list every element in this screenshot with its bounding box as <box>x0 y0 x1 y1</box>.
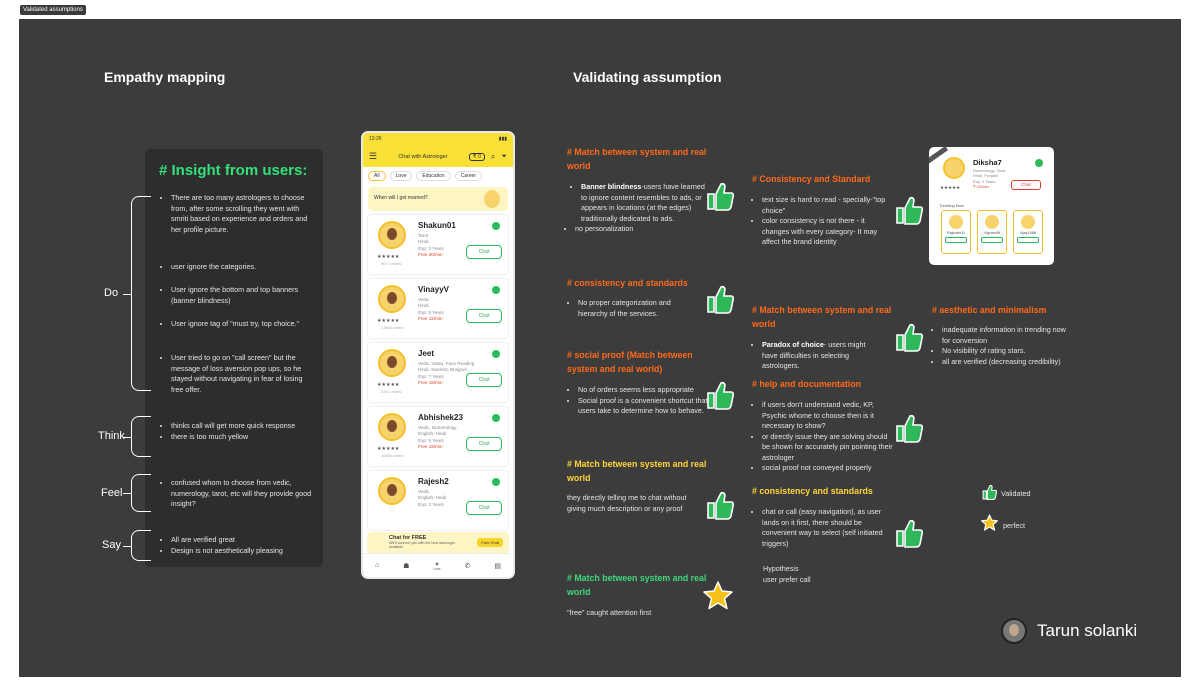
astrologer-name: Rajesh2 <box>418 477 449 486</box>
detail-line: Numerology, Tarot <box>973 168 1006 173</box>
verified-icon <box>492 350 500 358</box>
say-item: • All are verified great <box>171 535 313 546</box>
legend-thumbs-up-icon <box>982 484 997 500</box>
trending-name: Vignan98 <box>984 231 1000 235</box>
say-list <box>163 535 313 556</box>
astrologer-details <box>418 297 444 323</box>
trending-now-label: Trending Now <box>939 203 964 208</box>
assumption-bold: Banner blindness <box>581 182 642 191</box>
astrologer-name: Jeet <box>418 349 435 358</box>
price: Free 12/min <box>418 316 443 322</box>
do-list <box>163 353 313 395</box>
chip-love[interactable]: Love <box>390 171 413 181</box>
assumption-text: -users have learned to ignore content resembles to ads, or appears in locations (at the edges) traditionally dedicated to ads. <box>581 182 705 223</box>
feel-list <box>163 478 313 510</box>
astrologer-details <box>418 425 457 451</box>
assumption-item <box>762 340 883 372</box>
rating-stars-icon: ★★★★★ <box>377 254 400 260</box>
detail-line: Exp: 3 Years <box>418 501 444 507</box>
orders-count: 9677 orders <box>381 262 402 266</box>
detail-line: Exp: 5 Years <box>418 309 444 315</box>
author <box>1001 618 1137 644</box>
bottom-nav <box>363 553 513 577</box>
banner-illustration-icon <box>484 190 500 208</box>
detail-line: Vedic <box>418 489 430 494</box>
banner-text: When will I get married? <box>374 195 428 201</box>
price: Free 20/min <box>418 252 443 258</box>
avatar <box>943 157 965 179</box>
avatar <box>378 221 406 249</box>
say-item: • Design is not aesthetically pleasing <box>171 546 313 557</box>
star-icon <box>703 580 733 610</box>
menu-icon[interactable]: ☰ <box>369 151 378 161</box>
hypothesis-label: Hypothesis <box>763 564 799 573</box>
assumption-heading: # social proof (Match between system and real world) <box>567 350 693 374</box>
legend-perfect: perfect <box>1003 521 1025 530</box>
assumption-heading: # aesthetic and minimalism <box>932 305 1047 315</box>
assumption-text: - users might have difficulties in selecting astrologers. <box>762 340 866 370</box>
astrologer-name: Abhishek23 <box>418 413 463 422</box>
assumption-item: • No proper categorization and hierarchy of the services. <box>578 298 696 319</box>
hypothesis-text: user prefer call <box>763 575 811 584</box>
home-icon[interactable]: ⌂ <box>374 562 380 569</box>
do-item: • user ignore the categories. <box>171 262 313 273</box>
free-chat-button[interactable]: Free Chat <box>477 538 503 547</box>
empathy-mapping-title: Empathy mapping <box>104 69 226 85</box>
profile-card-screenshot <box>929 147 1054 265</box>
assumption-item: • No of orders seems less appropriate <box>578 385 712 396</box>
astrologer-details <box>418 233 444 259</box>
header-title: Chat with Astrologer <box>398 153 448 160</box>
assumption-item: • chat or call (easy navigation), as user lands on it first, there should be convenient way to select (self initiated triggers) <box>762 507 886 549</box>
assumption-heading: # help and documentation <box>752 379 861 389</box>
chat-button[interactable]: Chat <box>466 245 502 259</box>
assumption-list <box>758 400 893 474</box>
trending-card[interactable] <box>977 210 1007 254</box>
detail-line: Vedic, Numerology <box>418 425 457 430</box>
legend-validated: Validated <box>1001 489 1031 498</box>
chip-all[interactable]: All <box>368 171 386 181</box>
category-chips <box>363 167 513 185</box>
astrologer-name: VinayyV <box>418 285 449 294</box>
insight-title: # Insight from users: <box>159 162 308 179</box>
detail-line: Exp: 5 Years <box>418 437 444 443</box>
detail-line: Hindi <box>418 303 429 309</box>
detail-line: English, Hindi <box>418 431 447 437</box>
trending-card[interactable] <box>1013 210 1043 254</box>
chat-button[interactable]: Chat <box>466 437 502 451</box>
astrologer-details <box>418 489 446 508</box>
thumbs-up-icon <box>706 284 734 314</box>
assumption-list <box>758 507 886 549</box>
promo-banner[interactable] <box>368 187 508 211</box>
assumption-list <box>758 340 883 372</box>
thumbs-up-icon <box>706 490 734 520</box>
assumption-item: • color consistency is not there - it changes with every category- It may affect the brand identity <box>762 216 893 248</box>
status-time: 13:26 <box>369 136 382 142</box>
battery-icon: ▮▮▮ <box>498 136 507 142</box>
free-chat-title: Chat for FREE <box>389 535 427 541</box>
chat-button[interactable] <box>945 237 967 243</box>
author-name: Tarun solanki <box>1037 621 1138 640</box>
search-icon[interactable]: ⌕ <box>490 151 496 161</box>
thumbs-up-icon <box>895 322 923 352</box>
history-icon[interactable]: ▤ <box>494 562 501 570</box>
detail-line: Exp: 7 Years <box>418 373 444 379</box>
frame-label[interactable]: Validated assumptions <box>20 5 86 15</box>
assumption-text: "free" caught attention first <box>567 608 652 617</box>
live-tab[interactable]: ◉ Live <box>433 560 441 571</box>
avatar <box>949 215 963 229</box>
feel-label: Feel <box>101 487 123 499</box>
assumption-list <box>576 182 708 235</box>
author-avatar <box>1001 618 1027 644</box>
say-brace <box>131 530 151 561</box>
verified-icon <box>492 286 500 294</box>
assumption-heading: # Match between system and real world <box>567 459 707 483</box>
rating-stars-icon: ★★★★★ <box>377 382 400 388</box>
rating-stars-icon: ★★★★★ <box>940 185 961 190</box>
astrologer-card[interactable] <box>367 470 509 531</box>
assumption-item <box>581 182 708 224</box>
say-label: Say <box>102 539 121 551</box>
chat-button[interactable] <box>1017 237 1039 243</box>
detail-line: Hindi <box>418 239 429 245</box>
think-list <box>163 421 313 442</box>
assumption-bold: Paradox of choice <box>762 340 824 349</box>
assumption-item: • all are verified (decreasing credibility) <box>942 357 1068 368</box>
rating-stars-icon: ★★★★★ <box>377 446 400 452</box>
assumption-heading: # consistency and standards <box>567 278 688 288</box>
price: Free 19/min <box>418 444 443 450</box>
verified-icon <box>492 478 500 486</box>
assumption-item: • text size is hard to read - specially-"top choice" <box>762 195 893 216</box>
do-item: • There are too many astrologers to choose from, after some scrolling they went with smriti based on experience and orders and her profile picture. <box>171 193 313 235</box>
do-list <box>163 285 313 306</box>
assumption-item: • Social proof is a convenient shortcut that users take to determine how to behave. <box>578 396 712 417</box>
price: Free 18/min <box>418 380 443 386</box>
chat-button[interactable]: Chat <box>1011 180 1041 190</box>
thumbs-up-icon <box>895 413 923 443</box>
detail-line: Hindi, Sanskrit, Bhojpuri <box>418 367 468 373</box>
assumption-heading: # Consistency and Standard <box>752 174 871 184</box>
detail-line: Tarot <box>418 233 429 238</box>
assumption-heading: # Match between system and real world <box>752 305 892 329</box>
detail-line: Hindi, Punjabi <box>973 173 998 179</box>
do-item: • User ignore the bottom and top banners (banner blindness) <box>171 285 313 306</box>
do-list <box>163 193 313 235</box>
do-list <box>163 319 313 330</box>
chat-button[interactable]: Chat <box>466 501 502 515</box>
avatar <box>378 477 406 505</box>
free-chat-banner[interactable] <box>367 532 509 554</box>
detail-line: English, Hindi <box>418 495 447 501</box>
verified-icon <box>1035 159 1043 167</box>
rating-stars-icon: ★★★★★ <box>377 318 400 324</box>
assumption-item: • if users don't understand vedic, KP, Psychic whome to choose then is it necessary to show? <box>762 400 893 432</box>
thumbs-up-icon <box>706 181 734 211</box>
assumption-item: • inadequate information in trending now for conversion <box>942 325 1068 346</box>
do-list <box>163 262 313 273</box>
phone-screenshot <box>361 131 515 579</box>
validating-assumption-title: Validating assumption <box>573 69 722 85</box>
chat-button[interactable]: Chat <box>466 309 502 323</box>
assumption-list <box>576 385 712 417</box>
trending-name: Ajay1988 <box>1020 231 1036 235</box>
filter-icon[interactable]: ⏷ <box>501 152 507 160</box>
verified-icon <box>492 414 500 422</box>
legend-star-icon <box>981 514 998 531</box>
assumption-item: • No visibility of rating stars. <box>942 346 1068 357</box>
astrologer-card[interactable] <box>367 278 509 339</box>
thumbs-up-icon <box>895 195 923 225</box>
detail-line: ₹ 22/min <box>973 184 989 190</box>
feel-brace <box>131 474 151 512</box>
avatar <box>378 349 406 377</box>
astrologer-name: Shakun01 <box>418 221 456 230</box>
avatar <box>378 285 406 313</box>
do-item: • User ignore tag of "must try, top choice." <box>171 319 313 330</box>
astrologer-card[interactable] <box>367 342 509 403</box>
live-label: Live <box>433 565 441 571</box>
app-header <box>363 146 513 167</box>
assumption-heading: # Match between system and real world <box>567 147 707 171</box>
do-label: Do <box>104 287 119 299</box>
thumbs-up-icon <box>706 380 734 410</box>
profile-details <box>973 168 1005 190</box>
status-bar <box>363 133 513 146</box>
detail-line: Exp: 3 Years <box>973 178 996 184</box>
detail-line: Vedic, Vastu, Face Reading <box>418 361 475 366</box>
free-chat-subtitle: We'll connect you with the best astrologer available <box>389 541 456 549</box>
orders-count: 17888 orders <box>381 326 404 330</box>
chat-button[interactable]: Chat <box>466 373 502 387</box>
detail-line: Exp: 3 Years <box>418 245 444 251</box>
avatar <box>1021 215 1035 229</box>
assumption-list <box>576 298 696 319</box>
assumption-text: they directly telling me to chat without giving much description or any proof <box>567 493 687 513</box>
assumption-item: • or directly issue they are solving should be shown for accurately pin pointing their astrologer <box>762 432 893 464</box>
detail-line: Vedic <box>418 297 430 302</box>
assumption-list <box>938 325 1068 367</box>
avatar <box>985 215 999 229</box>
do-brace <box>131 196 151 391</box>
astrologer-card[interactable] <box>367 406 509 467</box>
feel-item: • confused whom to choose from vedic, numerology, tarot, etc will they provide good insight? <box>171 478 313 510</box>
assumption-heading: # Match between system and real world <box>567 573 707 597</box>
chat-icon[interactable]: ☗ <box>403 562 410 570</box>
trending-name: Rajinder11 <box>946 231 966 235</box>
chip-career[interactable]: Career <box>455 171 482 181</box>
verified-icon <box>492 222 500 230</box>
call-icon[interactable]: ✆ <box>464 562 471 570</box>
astrologer-card[interactable] <box>367 214 509 275</box>
think-label: Think <box>98 430 125 442</box>
profile-name: Diksha7 <box>973 158 1002 167</box>
thumbs-up-icon <box>895 518 923 548</box>
think-brace <box>131 416 151 457</box>
wallet-balance[interactable]: ₹ 0 <box>469 153 485 161</box>
chat-button[interactable] <box>981 237 1003 243</box>
trending-card[interactable] <box>941 210 971 254</box>
assumption-list <box>758 195 893 248</box>
chip-education[interactable]: Education <box>416 171 450 181</box>
avatar <box>378 413 406 441</box>
think-item: • there is too much yellow <box>171 432 313 443</box>
do-item: • User tried to go on "call screen" but the message of loss aversion pop ups, so he stayed without navigating in fear of losing free offer. <box>171 353 313 395</box>
orders-count: 3341 orders <box>381 390 402 394</box>
assumption-item: • social proof not conveyed properly <box>762 463 893 474</box>
orders-count: 16489 orders <box>381 454 404 458</box>
assumption-item: • no personalization <box>575 224 708 235</box>
assumption-heading: # consistency and standards <box>752 486 873 496</box>
think-item: • thinks call will get more quick response <box>171 421 313 432</box>
